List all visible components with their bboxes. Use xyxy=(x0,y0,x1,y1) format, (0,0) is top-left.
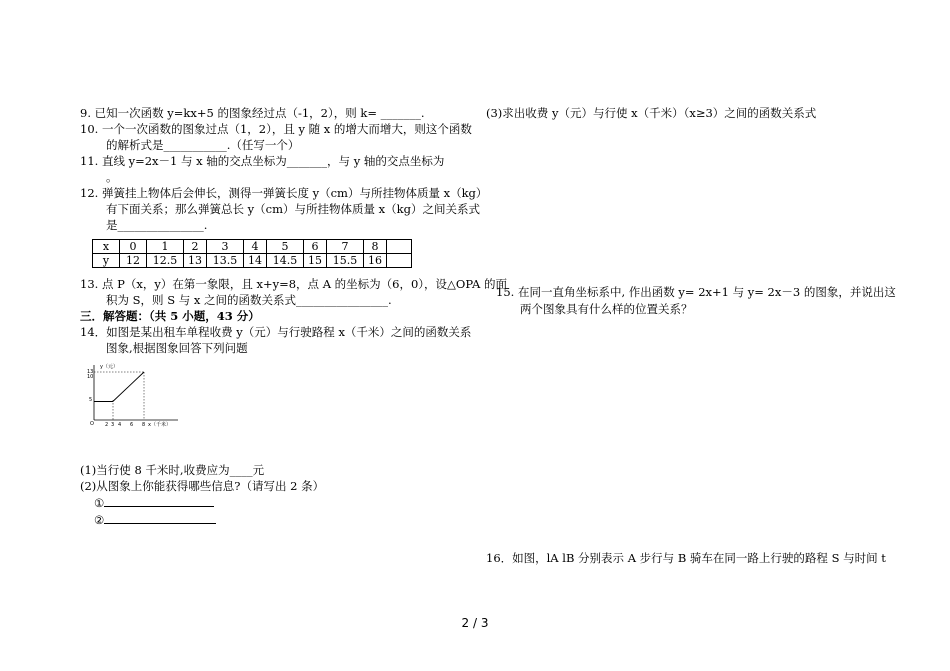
table-cell: 8 xyxy=(364,240,387,254)
x-tick-label: 3 xyxy=(111,422,115,428)
question-12-line2: 有下面关系；那么弹簧总长 y（cm）与所挂物体质量 x（kg）之间关系式 xyxy=(106,202,480,216)
table-cell: x xyxy=(93,240,120,254)
table-row-y xyxy=(93,254,412,268)
table-cell: 6 xyxy=(304,240,327,254)
table-cell: 1 xyxy=(147,240,184,254)
x-tick-label: 8 xyxy=(142,422,146,428)
question-14-line2: 图象,根据图象回答下列问题 xyxy=(106,341,248,355)
fare-line xyxy=(94,372,144,402)
question-16: 16．如图，lA lB 分别表示 A 步行与 B 骑车在同一路上行驶的路程 S 与时间 t xyxy=(486,551,886,565)
question-11-line2: 。 xyxy=(106,170,118,184)
question-14-line1: 14．如图是某出租车单程收费 y（元）与行驶路程 x（千米）之间的函数关系 xyxy=(80,325,472,339)
table-cell: 12.5 xyxy=(147,254,184,268)
question-13-line1: 13. 点 P（x，y）在第一象限，且 x+y=8，点 A 的坐标为（6，0），设△OPA 的面 xyxy=(80,277,507,291)
table-cell: 3 xyxy=(207,240,244,254)
spring-data-table xyxy=(92,239,412,268)
table-cell: 12 xyxy=(120,254,147,268)
question-12-line1: 12. 弹簧挂上物体后会伸长，测得一弹簧长度 y（cm）与所挂物体质量 x（kg） xyxy=(80,186,488,200)
question-14-part1: (1)当行使 8 千米时,收费应为____元 xyxy=(80,463,265,477)
page-number: 2 / 3 xyxy=(461,616,489,630)
table-cell: 4 xyxy=(244,240,267,254)
origin-label: O xyxy=(90,421,94,427)
table-cell: 15 xyxy=(304,254,327,268)
table-cell: 5 xyxy=(267,240,304,254)
table-row-x xyxy=(93,240,412,254)
table-cell: 14 xyxy=(244,254,267,268)
y-axis-label: y（元） xyxy=(100,364,118,370)
table-cell: y xyxy=(93,254,120,268)
x-tick-label: 2 xyxy=(105,422,109,428)
x-axis-label: x（千米） xyxy=(148,422,171,428)
answer-blank-1[interactable] xyxy=(104,494,214,507)
table-cell: 13.5 xyxy=(207,254,244,268)
answer-line-2 xyxy=(80,511,475,528)
y-tick-label: 13 xyxy=(87,369,94,375)
table-cell xyxy=(387,254,412,268)
left-column xyxy=(80,105,507,528)
question-10-line2: 的解析式是___________.（任写一个） xyxy=(106,138,300,152)
question-15-line1: 15. 在同一直角坐标系中, 作出函数 y= 2x+1 与 y= 2x－3 的图象，并说出这 xyxy=(496,285,896,299)
question-15-line2: 两个图象具有什么样的位置关系？ xyxy=(520,302,693,316)
answer-marker-1: ① xyxy=(94,496,105,510)
answer-blank-2[interactable] xyxy=(104,511,216,524)
question-14-part2: (2)从图象上你能获得哪些信息?（请写出 2 条） xyxy=(80,479,325,493)
table-cell: 0 xyxy=(120,240,147,254)
table-cell: 2 xyxy=(184,240,207,254)
section-heading: 三．解答题：（共 5 小题，43 分） xyxy=(80,309,260,323)
answer-line-1 xyxy=(80,494,475,511)
table-cell: 14.5 xyxy=(267,254,304,268)
y-tick-label: 5 xyxy=(89,397,93,403)
y-tick-label: 10 xyxy=(87,374,94,380)
table-cell: 16 xyxy=(364,254,387,268)
table-cell: 15.5 xyxy=(327,254,364,268)
x-tick-label: 6 xyxy=(130,422,134,428)
table-cell xyxy=(387,240,412,254)
question-13-line2: 积为 S，则 S 与 x 之间的函数关系式________________. xyxy=(106,293,392,307)
answer-marker-2: ② xyxy=(94,513,105,527)
question-9: 9. 已知一次函数 y=kx+5 的图象经过点（-1，2），则 k= _______. xyxy=(80,106,425,120)
question-12-line3: 是_______________. xyxy=(106,218,208,232)
question-14-part3: (3)求出收费 y（元）与行使 x（千米）（x≥3）之间的函数关系式 xyxy=(486,106,817,120)
table-cell: 7 xyxy=(327,240,364,254)
x-tick-label: 4 xyxy=(118,422,122,428)
question-11-line1: 11. 直线 y=2x－1 与 x 轴的交点坐标为_______，与 y 轴的交点坐标为 xyxy=(80,154,445,168)
question-10-line1: 10. 一个一次函数的图象过点（1，2），且 y 随 x 的增大而增大，则这个函数 xyxy=(80,122,472,136)
table-cell: 13 xyxy=(184,254,207,268)
taxi-fare-graph xyxy=(84,362,184,428)
